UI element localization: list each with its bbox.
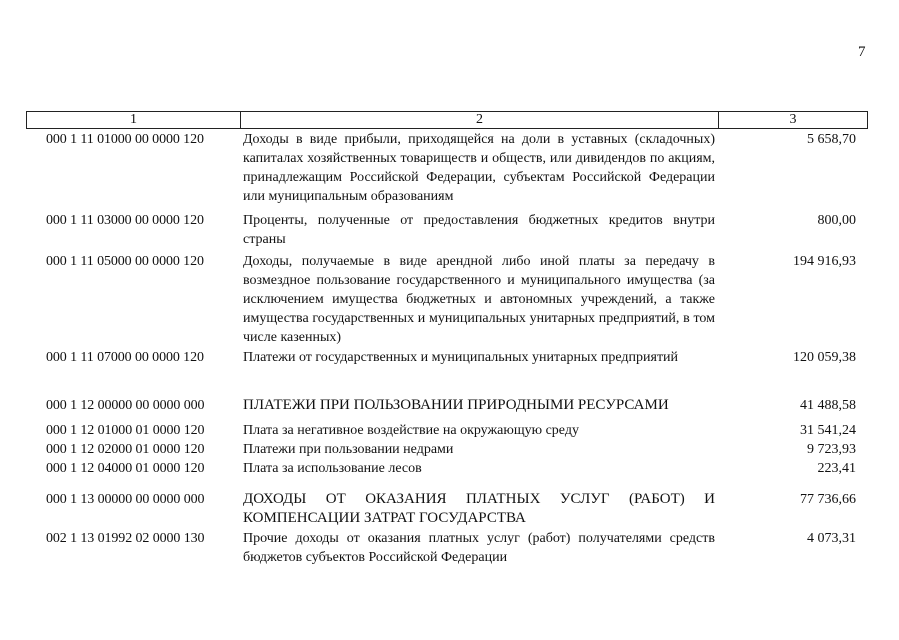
budget-code: 000 1 11 01000 00 0000 120 (46, 132, 204, 147)
row-description: Платежи при пользовании недрами (243, 442, 454, 457)
row-description: Прочие доходы от оказания платных услуг (работ) получателями средств бюджетов субъектов Российской Федерации (243, 531, 715, 565)
row-amount: 31 541,24 (800, 423, 856, 438)
column-header-2: 2 (241, 112, 719, 128)
row-amount: 4 073,31 (807, 531, 856, 546)
row-amount: 5 658,70 (807, 132, 856, 147)
column-header-3: 3 (789, 112, 797, 127)
row-amount: 800,00 (817, 213, 856, 228)
budget-code: 000 1 11 03000 00 0000 120 (46, 213, 204, 228)
budget-code: 000 1 12 04000 01 0000 120 (46, 461, 205, 476)
row-amount: 77 736,66 (800, 492, 856, 507)
budget-code: 000 1 11 05000 00 0000 120 (46, 254, 204, 269)
budget-code: 000 1 12 01000 01 0000 120 (46, 423, 205, 438)
section-title: ДОХОДЫ ОТ ОКАЗАНИЯ ПЛАТНЫХ УСЛУГ (РАБОТ) И КОМПЕНСАЦИИ ЗАТРАТ ГОСУДАРСТВА (243, 491, 715, 526)
row-description: Плата за негативное воздействие на окружающую среду (243, 423, 579, 438)
budget-code: 000 1 11 07000 00 0000 120 (46, 350, 204, 365)
column-header-1: 1 (27, 112, 241, 128)
row-amount: 9 723,93 (807, 442, 856, 457)
row-description: Доходы в виде прибыли, приходящейся на доли в уставных (складочных) капиталах хозяйственных товариществ и обществ, или дивидендов по акциям, принадлежащим Российской Федерации, субъектам Российской Федерации или муниципальным образованиям (243, 132, 715, 204)
budget-code: 000 1 12 00000 00 0000 000 (46, 398, 205, 413)
row-amount: 41 488,58 (800, 398, 856, 413)
row-amount: 120 059,38 (793, 350, 856, 365)
row-amount: 223,41 (817, 461, 856, 476)
section-title: ПЛАТЕЖИ ПРИ ПОЛЬЗОВАНИИ ПРИРОДНЫМИ РЕСУРСАМИ (243, 397, 669, 413)
budget-code: 000 1 12 02000 01 0000 120 (46, 442, 205, 457)
row-description: Проценты, полученные от предоставления бюджетных кредитов внутри страны (243, 213, 715, 247)
table-header (26, 111, 868, 129)
budget-code: 002 1 13 01992 02 0000 130 (46, 531, 205, 546)
row-amount: 194 916,93 (793, 254, 856, 269)
budget-code: 000 1 13 00000 00 0000 000 (46, 492, 205, 507)
row-description: Доходы, получаемые в виде арендной либо иной платы за передачу в возмездное пользование государственного и муниципального имущества (за исключением имущества бюджетных и автономных учреждений, а также имущества государственных и муниципальных унитарных предприятий, в том числе казенных) (243, 254, 715, 345)
page-number: 7 (858, 44, 866, 60)
row-description: Плата за использование лесов (243, 461, 422, 476)
row-description: Платежи от государственных и муниципальных унитарных предприятий (243, 350, 679, 365)
